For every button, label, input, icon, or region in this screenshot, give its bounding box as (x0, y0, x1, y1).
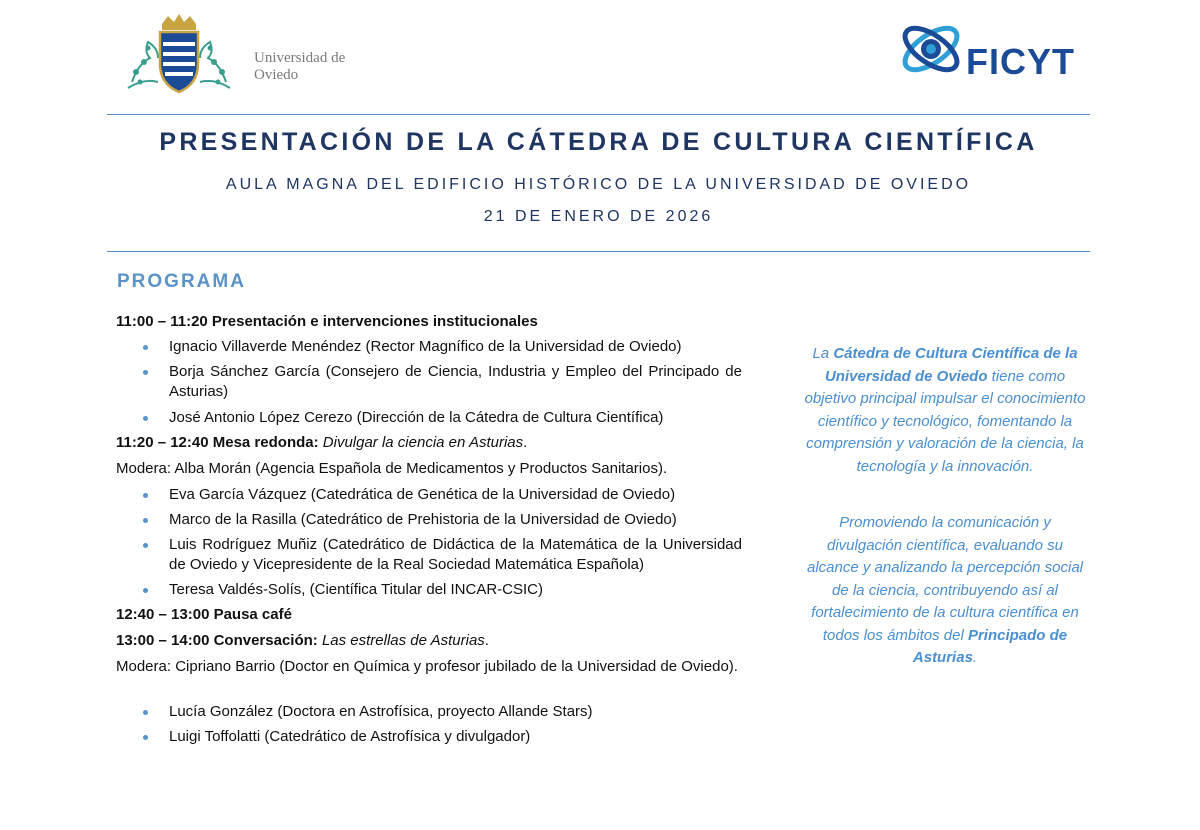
crown-icon (162, 14, 196, 30)
session-2-topic: Divulgar la ciencia en Asturias (322, 434, 524, 451)
session-4-period: . (484, 632, 489, 649)
sidebar-p1-intro: La (812, 345, 834, 362)
list-item-text: Lucía González (Doctora en Astrofísica, proyecto Allande Stars) (169, 703, 593, 720)
ficyt-logo-text: FICYT (966, 41, 1075, 82)
session-2-moderator: Modera: Alba Morán (Agencia Española de Medicamentos y Productos Sanitarios). (116, 460, 668, 477)
sidebar-p2-end: . (972, 649, 978, 666)
list-item (169, 727, 742, 747)
university-name-line1: Universidad de (254, 50, 346, 66)
list-item-text: Marco de la Rasilla (Catedrático de Prehistoria de la Universidad de Oviedo) (169, 511, 677, 528)
sidebar-p1-catedra: Cátedra de Cultura Científica de la Universidad de Oviedo (824, 345, 1078, 385)
list-item (169, 485, 742, 505)
sidebar-p1-body: tiene como objetivo principal impulsar el conocimiento científico y tecnológico, fomentando la comprensión y valoración de la ciencia, la tecnología y la innovación. (804, 367, 1086, 475)
list-item-text: Borja Sánchez García (Consejero de Ciencia, Industria y Empleo del Principado de Asturias) (169, 363, 742, 400)
session-4-heading (116, 631, 489, 651)
bullet-dot (143, 370, 148, 375)
venue: AULA MAGNA DEL EDIFICIO HISTÓRICO DE LA UNIVERSIDAD DE OVIEDO (225, 176, 972, 193)
session-2-time: 11:20 – 12:40 Mesa redonda: (116, 434, 323, 451)
sidebar-p2-body: Promoviendo la comunicación y divulgación científica, evaluando su alcance y analizando la percepción social de la ciencia, contribuyendo así al fortalecimiento de la cultura científica en todos los ámbitos del (806, 514, 1083, 644)
bullet-dot (143, 735, 148, 740)
list-item (169, 580, 742, 600)
page-title: PRESENTACIÓN DE LA CÁTEDRA DE CULTURA CIENTÍFICA (159, 128, 1038, 156)
session-1-heading: 11:00 – 11:20 Presentación e intervenciones institucionales (116, 313, 538, 330)
session-2-period: . (523, 434, 528, 451)
bullet-dot (143, 493, 148, 498)
list-item-text: José Antonio López Cerezo (Dirección de la Cátedra de Cultura Científica) (169, 409, 664, 426)
list-item-text: Luis Rodríguez Muñiz (Catedrático de Didáctica de la Matemática de la Universidad de Oviedo y Vicepresidente de la Real Sociedad Matemática Española) (169, 536, 742, 573)
left-vine-ornament-icon (128, 42, 158, 88)
bullet-dot (143, 588, 148, 593)
session-4-time: 13:00 – 14:00 Conversación: (116, 632, 322, 649)
session-4-topic: Las estrellas de Asturias (321, 632, 485, 649)
list-item (169, 535, 742, 575)
list-item (169, 362, 742, 402)
list-item (169, 337, 742, 357)
sidebar-paragraph-1 (800, 343, 1090, 478)
university-name-line2: Oviedo (254, 67, 299, 83)
university-coat-of-arms-logo (124, 12, 234, 96)
bullet-dot (143, 543, 148, 548)
bullet-dot (143, 416, 148, 421)
bullet-dot (143, 710, 148, 715)
university-name (254, 50, 345, 84)
right-vine-ornament-icon (200, 42, 230, 88)
sidebar-paragraph-2 (800, 512, 1090, 670)
sidebar-p2-principado: Principado de Asturias (912, 626, 1068, 666)
programa-heading: PROGRAMA (117, 271, 246, 292)
session-4-moderator: Modera: Cipriano Barrio (Doctor en Química y profesor jubilado de la Universidad de Oviedo). (116, 658, 738, 675)
list-item-text: Ignacio Villaverde Menéndez (Rector Magnífico de la Universidad de Oviedo) (169, 338, 682, 355)
list-item (169, 510, 742, 530)
event-date: 21 DE ENERO DE 2026 (483, 208, 714, 225)
bullet-dot (143, 518, 148, 523)
header-divider (107, 114, 1090, 115)
ficyt-atom-logo-icon (895, 14, 973, 84)
list-item (169, 702, 742, 722)
session-2-heading (116, 433, 527, 453)
list-item-text: Eva García Vázquez (Catedrática de Genética de la Universidad de Oviedo) (169, 486, 676, 503)
title-divider (107, 251, 1090, 252)
bullet-dot (143, 345, 148, 350)
session-3-heading: 12:40 – 13:00 Pausa café (116, 606, 292, 623)
list-item-text: Teresa Valdés-Solís, (Científica Titular del INCAR-CSIC) (169, 581, 544, 598)
list-item-text: Luigi Toffolatti (Catedrático de Astrofísica y divulgador) (169, 728, 531, 745)
list-item (169, 408, 742, 428)
